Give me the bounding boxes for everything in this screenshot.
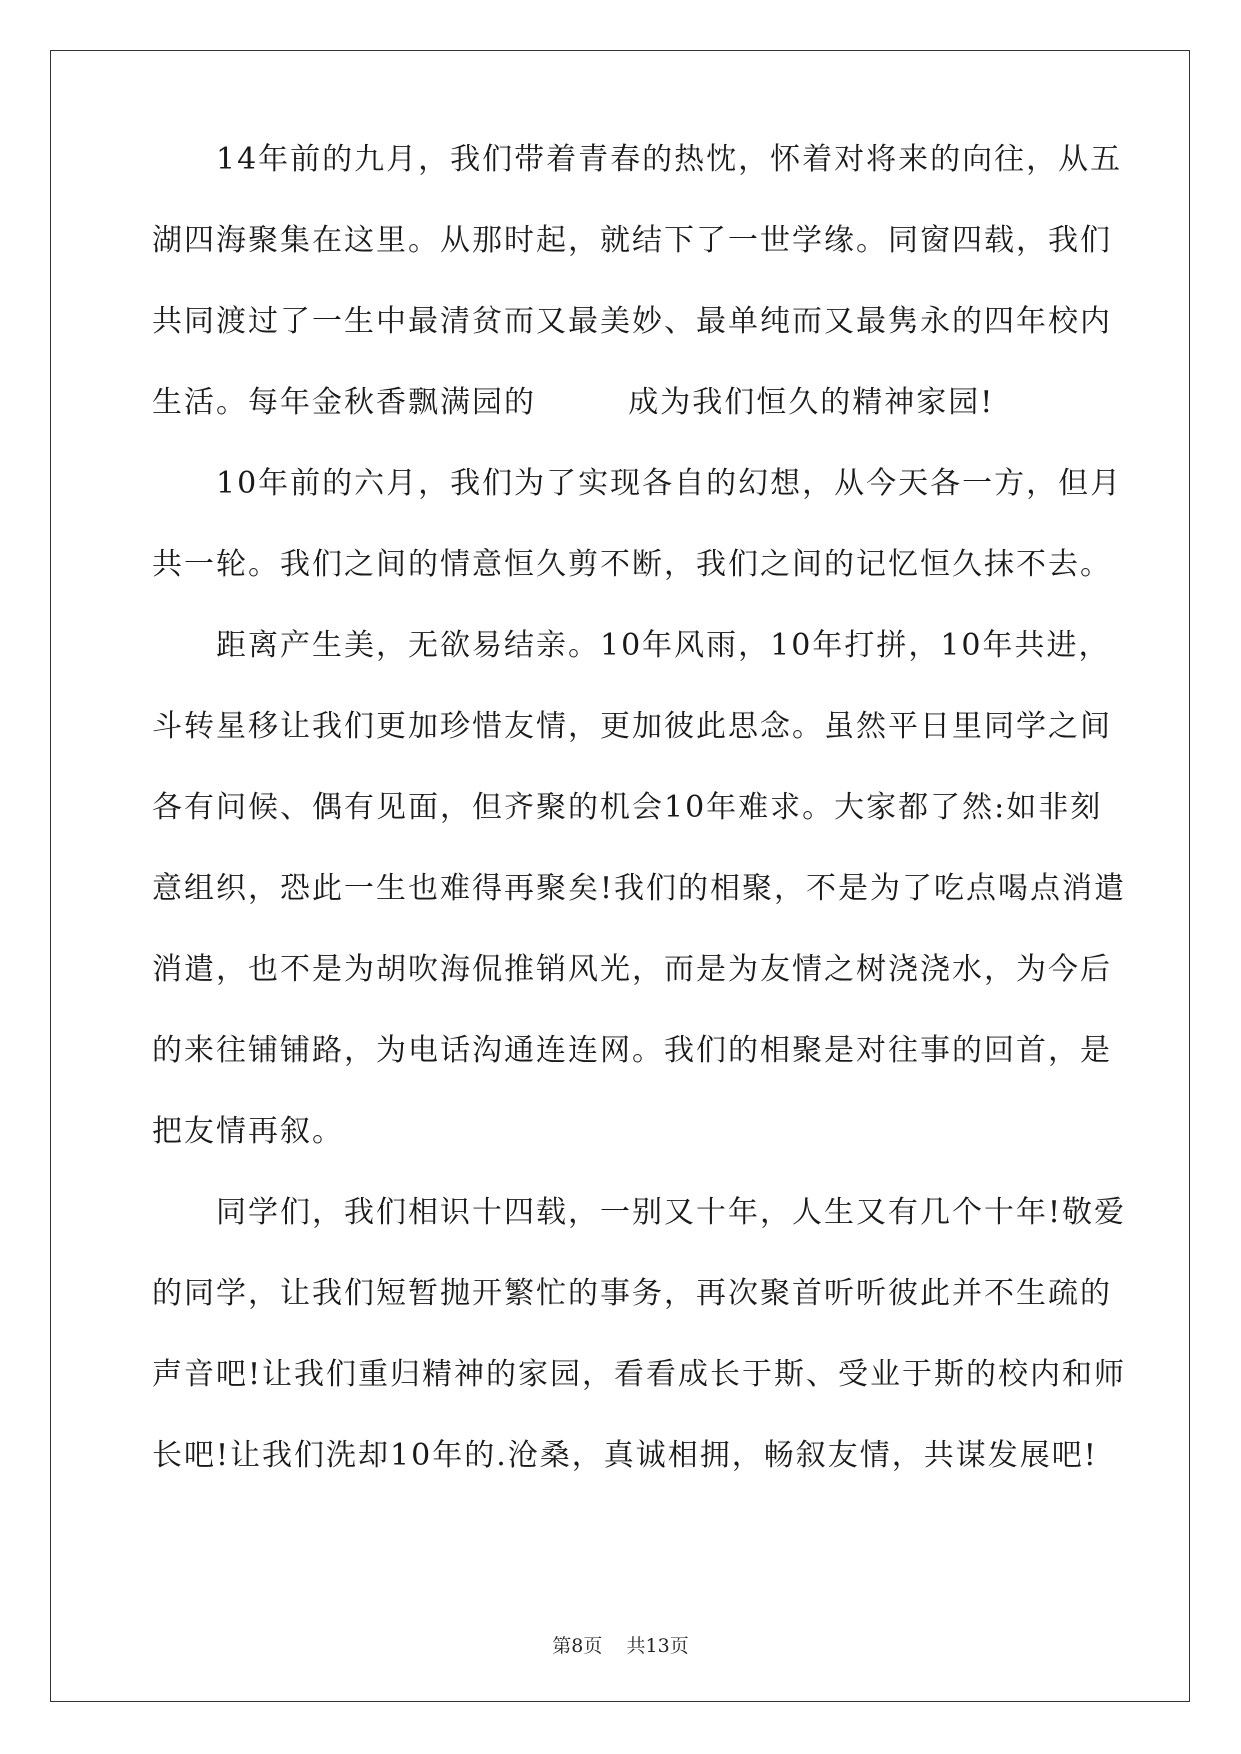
paragraph-line: 各有问候、偶有见面，但齐聚的机会10年难求。大家都了然:如非刻	[152, 790, 1103, 825]
paragraph-line: 的同学，让我们短暂抛开繁忙的事务，再次聚首听听彼此并不生疏的	[152, 1276, 1112, 1311]
paragraph-line: 的来往铺铺路，为电话沟通连连网。我们的相聚是对往事的回首，是	[152, 1033, 1112, 1068]
paragraph-line: 生活。每年金秋香飘满园的 成为我们恒久的精神家园!	[152, 385, 995, 420]
paragraph-line: 10年前的六月，我们为了实现各自的幻想，从今天各一方，但月	[216, 466, 1123, 501]
paragraph-line: 湖四海聚集在这里。从那时起，就结下了一世学缘。同窗四载，我们	[152, 223, 1112, 258]
paragraph-line: 共一轮。我们之间的情意恒久剪不断，我们之间的记忆恒久抹不去。	[152, 547, 1112, 582]
paragraph-line: 意组织，恐此一生也难得再聚矣!我们的相聚，不是为了吃点喝点消遣	[152, 871, 1127, 906]
document-body	[152, 140, 1127, 1517]
paragraph-line: 共同渡过了一生中最清贫而又最美妙、最单纯而又最隽永的四年校内	[152, 304, 1112, 339]
page-total: 共13页	[626, 1635, 689, 1657]
paragraph-line: 把友情再叙。	[152, 1114, 344, 1149]
paragraph-line: 长吧!让我们洗却10年的.沧桑，真诚相拥，畅叙友情，共谋发展吧!	[152, 1438, 1098, 1473]
paragraph-line: 斗转星移让我们更加珍惜友情，更加彼此思念。虽然平日里同学之间	[152, 709, 1112, 744]
paragraph-line: 距离产生美，无欲易结亲。10年风雨，10年打拼，10年共进，	[216, 628, 1111, 663]
page-footer	[0, 1634, 1241, 1658]
page-number: 第8页	[552, 1635, 603, 1657]
paragraph-line: 声音吧!让我们重归精神的家园，看看成长于斯、受业于斯的校内和师	[152, 1357, 1127, 1392]
paragraph-line: 14年前的九月，我们带着青春的热忱，怀着对将来的向往，从五	[216, 142, 1123, 177]
paragraph-line: 消遣，也不是为胡吹海侃推销风光，而是为友情之树浇浇水，为今后	[152, 952, 1112, 987]
paragraph-line: 同学们，我们相识十四载，一别又十年，人生又有几个十年!敬爱	[216, 1195, 1127, 1230]
